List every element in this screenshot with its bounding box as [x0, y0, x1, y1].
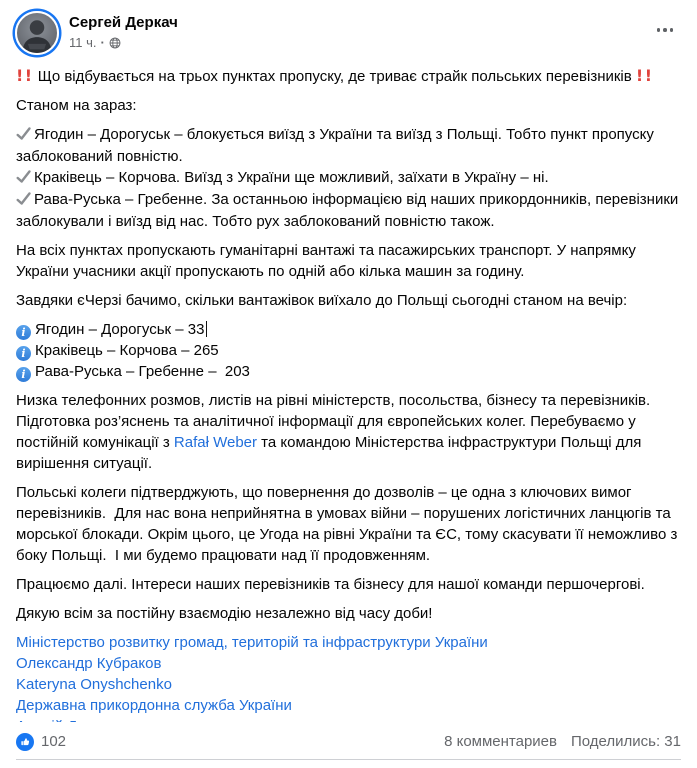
globe-icon: [109, 37, 121, 49]
paragraph-echerha: Завдяки єЧерзі бачимо, скільки вантажівок виїхало до Польщі сьогодні станом на вечір:: [16, 292, 628, 309]
info-icon: i: [16, 367, 31, 382]
checkpoint-text: Рава-Руська – Гребенне. За останньою інформацією від наших прикордонників, перевізники заблокували і виїзд від нас. Тобто рух заблокований повністю також.: [16, 191, 683, 230]
comments-count[interactable]: 8 комментариев: [444, 733, 557, 750]
timestamp[interactable]: 11 ч.: [69, 35, 97, 50]
paragraph-communication: [16, 390, 681, 474]
shares-count[interactable]: Поделились: 31: [571, 733, 681, 750]
mention-link-onyshchenko[interactable]: Kateryna Onyshchenko: [16, 676, 172, 693]
status-heading: Станом на зараз:: [16, 97, 137, 114]
like-icon: [16, 733, 34, 751]
checkpoint-item: [16, 124, 681, 167]
person-silhouette: [17, 13, 57, 53]
info-icon: i: [16, 325, 31, 340]
more-options-icon[interactable]: [653, 24, 678, 36]
post-header: [0, 0, 697, 59]
avatar[interactable]: [15, 11, 59, 55]
stat-text: Ягодин – Дорогуськ – 33: [35, 321, 205, 338]
stat-text: Рава-Руська – Гребенне – 203: [35, 363, 250, 380]
stats-list: [16, 319, 681, 382]
double-exclamation-icon: !!: [635, 66, 654, 85]
like-count: 102: [41, 733, 67, 750]
reactions-summary[interactable]: [16, 732, 66, 752]
checkpoint-list: [16, 124, 681, 232]
check-mark-icon: [16, 168, 31, 189]
mention-link-border-service[interactable]: Державна прикордонна служба України: [16, 697, 292, 714]
communication-text: Низка телефонних розмов, листів на рівні міністерств, посольства, бізнесу та перевізників. Підготовка роз’яснень та аналітичної інформації для європейських колег. Перебуваємо у постійній комунікації з: [16, 392, 655, 451]
author-name[interactable]: Сергей Деркач: [69, 14, 178, 31]
paragraph-polish: Польські колеги підтверджують, що повернення до дозволів – це одна з ключових вимог перевізників. Для нас вона неприйнятна в умовах війни – порушених логістичних ланцюгів та морської блокади. Окрім цього, це Угода на рівні України та ЄС, тому скасувати її неможливо з боку Польщі. І ми будемо працювати над її продовженням.: [16, 484, 682, 564]
info-icon: i: [16, 346, 31, 361]
meta-separator: ·: [100, 35, 105, 50]
checkpoint-text: Краківець – Корчова. Виїзд з України ще можливий, заїхати в Україну – ні.: [34, 169, 549, 186]
mention-link-kubrakov[interactable]: Олександр Кубраков: [16, 655, 162, 672]
check-mark-icon: [16, 125, 31, 146]
post-footer: [0, 722, 697, 768]
stat-item: [16, 319, 681, 340]
footer-divider: [16, 759, 681, 760]
paragraph-humanitarian: На всіх пунктах пропускають гуманітарні вантажі та пасажирських транспорт. У напрямку України учасники акції пропускають по одній або кілька машин за годину.: [16, 242, 641, 280]
mention-link-rafal-weber[interactable]: Rafał Weber: [173, 434, 258, 451]
stat-item: [16, 361, 681, 382]
stat-text: Краківець – Корчова – 265: [35, 342, 219, 359]
checkpoint-item: [16, 167, 681, 189]
double-exclamation-icon: !!: [16, 66, 34, 85]
post-body: [0, 59, 697, 737]
paragraph-work: Працюємо далі. Інтереси наших перевізників та бізнесу для нашої команди першочергові.: [16, 576, 645, 593]
stat-item: [16, 340, 681, 361]
check-mark-icon: [16, 190, 31, 211]
paragraph-thanks: Дякую всім за постійну взаємодію незалежно від часу доби!: [16, 605, 433, 622]
post-title: [16, 65, 681, 87]
communication-text: та командою Міністерства інфраструктури Польщі для вирішення ситуації.: [16, 434, 646, 472]
mention-link-ministry[interactable]: Міністерство розвитку громад, територій та інфраструктури України: [16, 634, 488, 651]
checkpoint-text: Ягодин – Дорогуськ – блокується виїзд з України та виїзд з Польщі. Тобто пункт пропуску заблокований повністю.: [16, 126, 659, 165]
text-cursor: [206, 321, 207, 337]
checkpoint-item: [16, 189, 681, 232]
title-text: Що відбувається на трьох пунктах пропуску, де триває страйк польських перевізників: [37, 68, 632, 85]
